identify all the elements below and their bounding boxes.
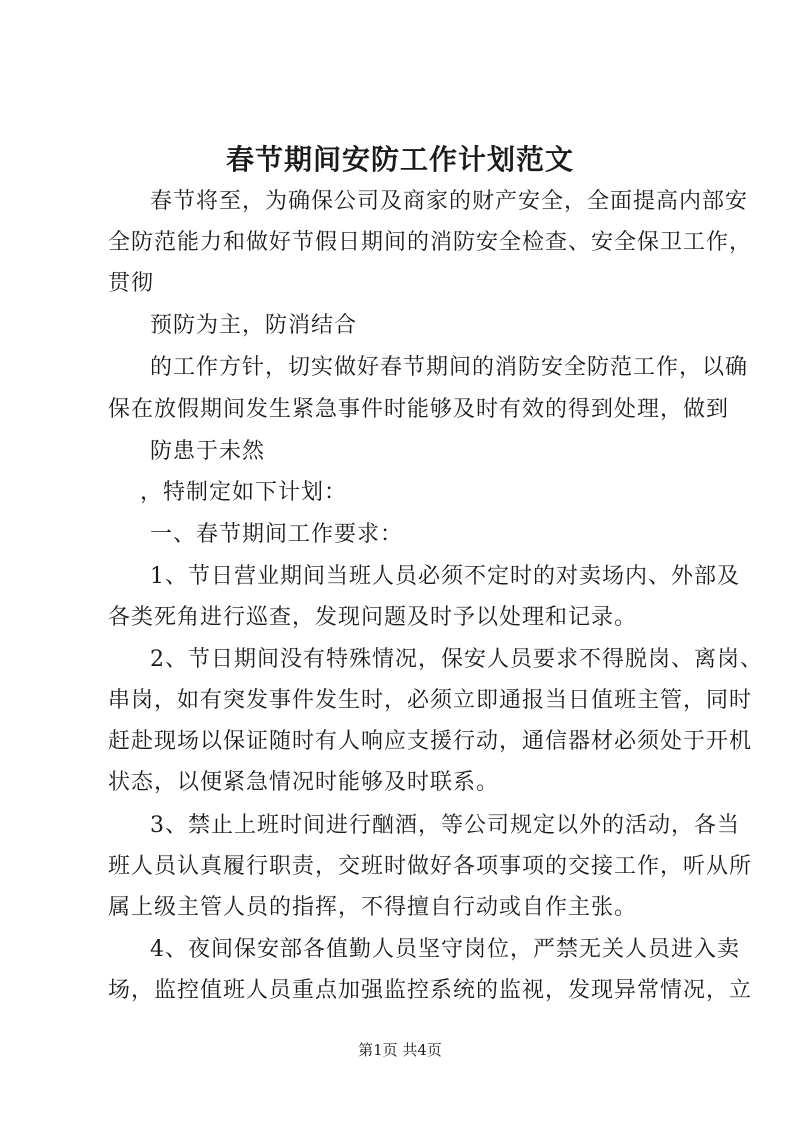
paragraph-line: 贯彻 [108, 271, 155, 296]
paragraph-line: 属上级主管人员的指挥，不得擅自行动或自作主张。 [108, 895, 638, 920]
paragraph-line: ，特制定如下计划： [140, 480, 348, 505]
page-footer: 第1页 共4页 [358, 1041, 442, 1059]
paragraph-line: 4、夜间保安部各值勤人员坚守岗位，严禁无关人员进入卖 [150, 937, 740, 962]
paragraph-line: 保在放假期间发生紧急事件时能够及时有效的得到处理，做到 [108, 397, 730, 422]
paragraph-line: 1、节日营业期间当班人员必须不定时的对卖场内、外部及 [150, 564, 740, 589]
paragraph-line: 场，监控值班人员重点加强监控系统的监视，发现异常情况，立 [108, 978, 753, 1003]
section-heading: 一、春节期间工作要求： [150, 522, 404, 547]
paragraph-line: 班人员认真履行职责，交班时做好各项事项的交接工作，听从所 [108, 854, 753, 879]
paragraph-line: 全防范能力和做好节假日期间的消防安全检查、安全保卫工作， [108, 230, 753, 255]
document-title: 春节期间安防工作计划范文 [225, 143, 574, 176]
paragraph-line: 的工作方针，切实做好春节期间的消防安全防范工作，以确 [150, 355, 749, 380]
paragraph-line: 预防为主，防消结合 [150, 313, 358, 338]
paragraph-line: 串岗，如有突发事件发生时，必须立即通报当日值班主管，同时 [108, 688, 753, 713]
paragraph-line: 防患于未然 [150, 439, 266, 464]
paragraph-line: 春节将至，为确保公司及商家的财产安全，全面提高内部安 [150, 189, 749, 214]
paragraph-line: 状态，以便紧急情况时能够及时联系。 [108, 770, 500, 795]
paragraph-line: 2、节日期间没有特殊情况，保安人员要求不得脱岗、离岗、 [150, 647, 763, 672]
paragraph-line: 3、禁止上班时间进行酗酒，等公司规定以外的活动，各当 [150, 813, 740, 838]
paragraph-line: 各类死角进行巡查，发现问题及时予以处理和记录。 [108, 605, 638, 630]
paragraph-line: 赶赴现场以保证随时有人响应支援行动，通信器材必须处于开机 [108, 729, 753, 754]
